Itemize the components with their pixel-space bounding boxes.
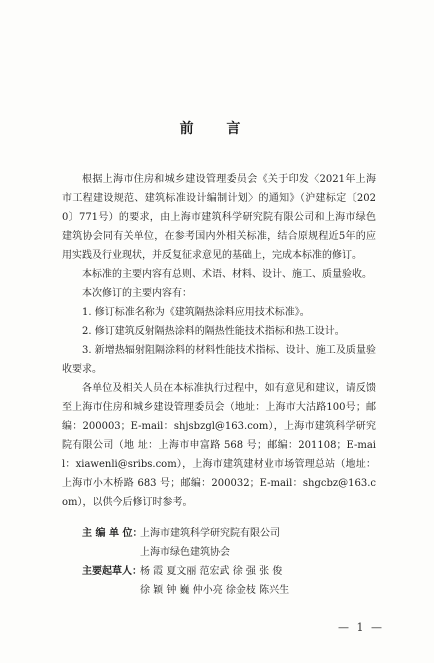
chief-editor-row <box>62 524 376 562</box>
drafters-line: 徐 颖 钟 巍 仲小亮 徐金枝 陈兴生 <box>140 585 290 596</box>
revision-item-3: 3. 新增热辐射阻隔涂料的材料性能技术指标、设计、施工及质量验收要求。 <box>62 345 376 375</box>
revision-item-2: 2. 修订建筑反射隔热涂料的隔热性能技术指标和热工设计。 <box>82 326 345 337</box>
paragraph-background: 根据上海市住房和城乡建设管理委员会《关于印发〈2021年上海市工程建设规范、建筑标准设计编制计划〉的通知》（沪建标定〔2020〕771号）的要求，由上海市建筑科学研究院有限公司和上海市绿色建筑协会同有关单位，在参考国内外相关标准，结合原规程近5年的应用实践及行业现状，并反复征求意见的基础上，完成本标准的修订。 <box>62 174 376 261</box>
chief-editor-item: 上海市建筑科学研究院有限公司 <box>140 528 280 539</box>
chief-editor-list <box>140 524 376 562</box>
drafters-label: 主要起草人： <box>82 566 142 577</box>
page-title: 前 言 <box>179 121 255 137</box>
paragraph-feedback: 各单位及相关人员在本标准执行过程中，如有意见和建议，请反馈至上海市住房和城乡建设管理委员会（地址：上海市大沽路100号；邮编：200003；E-mail：shjsbzgl@163.com），上海市建筑科学研究院有限公司（地 址：上海市申富路 568 号；邮编：201108；E-mail：xiawenli@sribs.com），上海市建筑建材业市场管理总站（地址：上海市小木桥路 683 号；邮编：200032；E-mail：shgcbz@163.com），以供今后修订时参考。 <box>62 383 376 508</box>
revision-item-1: 1. 修订标准名称为《建筑隔热涂料应用技术标准》。 <box>82 307 310 318</box>
paragraph-revision-intro: 本次修订的主要内容有： <box>82 288 192 299</box>
chief-editor-label: 主 编 单 位： <box>82 528 143 539</box>
page-number: — 1 — <box>338 621 384 634</box>
paragraph-main-content: 本标准的主要内容有总则、术语、材料、设计、施工、质量验收。 <box>82 269 372 280</box>
drafters-row <box>62 562 376 600</box>
preface-body <box>62 170 376 512</box>
chief-editor-item: 上海市绿色建筑协会 <box>140 547 230 558</box>
drafters-line: 杨 霞 夏文丽 范宏武 徐 强 张 俊 <box>140 566 283 577</box>
drafters-list <box>140 562 376 600</box>
credits-block <box>62 524 376 600</box>
